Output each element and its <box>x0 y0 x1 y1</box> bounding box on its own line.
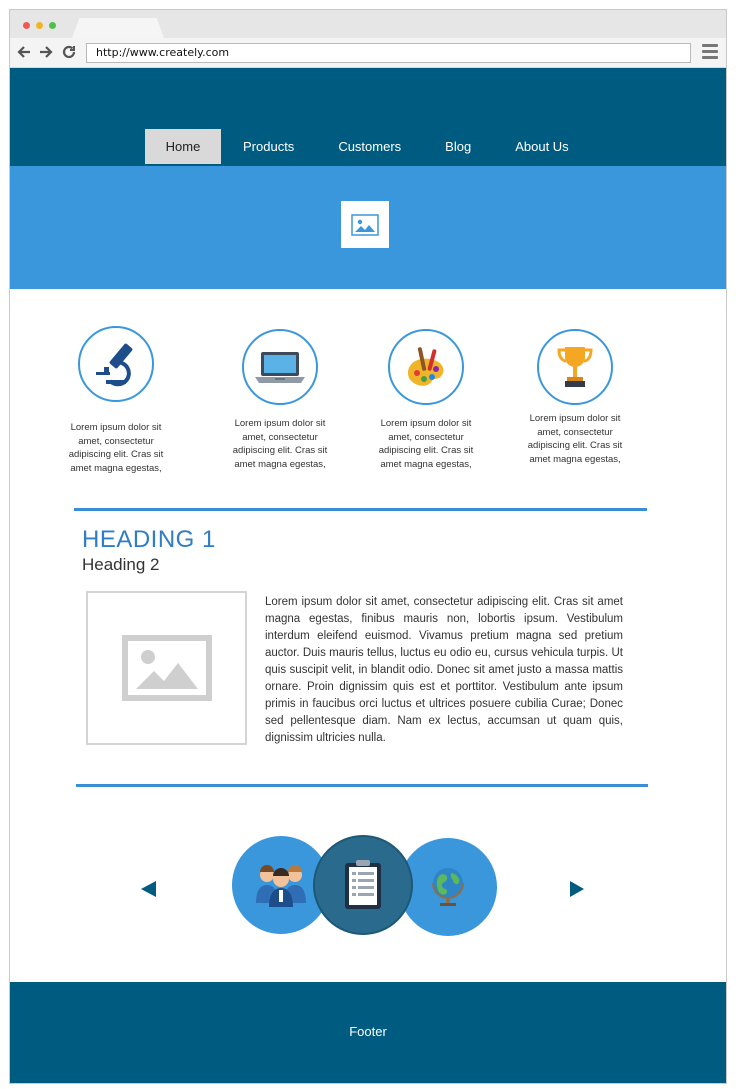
feature-text: Lorem ipsum dolor sit amet, consectetur adipiscing elit. Cras sit amet magna egestas, <box>527 413 623 465</box>
footer-label: Footer <box>349 1024 387 1039</box>
globe-icon <box>428 865 468 909</box>
content-image-placeholder <box>86 591 247 745</box>
main-nav <box>145 129 591 164</box>
tab-bar <box>10 10 726 38</box>
reload-icon[interactable] <box>61 44 77 64</box>
nav-item-customers[interactable]: Customers <box>338 139 402 154</box>
heading-2: Heading 2 <box>82 555 160 574</box>
forward-arrow-icon[interactable] <box>38 44 54 64</box>
image-icon <box>122 635 212 701</box>
feature-item-4 <box>520 329 630 466</box>
team-icon <box>253 863 309 907</box>
browser-tab[interactable] <box>72 18 164 38</box>
microscope-icon <box>78 326 154 402</box>
laptop-icon <box>242 329 318 405</box>
feature-text: Lorem ipsum dolor sit amet, consectetur adipiscing elit. Cras sit amet magna egestas, <box>68 422 164 474</box>
nav-item-about-us[interactable]: About Us <box>515 139 569 154</box>
clipboard-icon <box>342 859 384 911</box>
nav-item-home[interactable]: Home <box>145 129 221 164</box>
section-divider-top <box>74 508 647 511</box>
carousel-item-clipboard-active[interactable] <box>313 835 413 935</box>
minimize-window-icon[interactable] <box>36 22 43 29</box>
carousel-next-icon[interactable] <box>570 881 584 897</box>
banner-image-placeholder <box>341 201 389 248</box>
heading-1: HEADING 1 <box>82 526 216 553</box>
site-footer <box>10 982 726 1084</box>
nav-item-blog[interactable]: Blog <box>445 139 472 154</box>
nav-item-products[interactable]: Products <box>243 139 295 154</box>
maximize-window-icon[interactable] <box>49 22 56 29</box>
address-bar[interactable]: http://www.creately.com <box>86 43 691 63</box>
content-paragraph: Lorem ipsum dolor sit amet, consectetur adipiscing elit. Cras sit amet magna egestas, finibus mauris non, lobortis ipsum. Vestibulum interdum eleifend euismod. Vivamus pretium magna sed pretium auctor. Duis mauris tellus, luctus eu odio eu, cursus vehicula turpis. Ut quis suscipit velit, in blandit odio. Donec sit amet justo a massa mattis ornare. Proin dignissim quis est et porttitor. Vestibulum ante ipsum primis in faucibus orci luctus et ultrices posuere cubilia Curae; Donec sed pellentesque diam. Nam ex lectus, accumsan ut quam quis, dignissim ultricies nulla. <box>265 596 623 744</box>
browser-window <box>9 9 727 1084</box>
carousel-item-globe[interactable] <box>399 838 497 936</box>
feature-text: Lorem ipsum dolor sit amet, consectetur adipiscing elit. Cras sit amet magna egestas, <box>232 418 328 470</box>
feature-item-1 <box>61 326 171 475</box>
feature-text: Lorem ipsum dolor sit amet, consectetur adipiscing elit. Cras sit amet magna egestas, <box>378 418 474 470</box>
back-arrow-icon[interactable] <box>16 44 32 64</box>
section-divider-bottom <box>76 784 648 787</box>
hamburger-menu-icon[interactable] <box>702 44 718 60</box>
browser-toolbar <box>10 38 726 68</box>
hero-banner <box>10 166 726 289</box>
carousel-prev-icon[interactable] <box>141 881 156 897</box>
site-header <box>10 68 726 166</box>
palette-icon <box>388 329 464 405</box>
trophy-icon <box>537 329 613 405</box>
close-window-icon[interactable] <box>23 22 30 29</box>
feature-item-2 <box>225 329 335 471</box>
feature-item-3 <box>371 329 481 471</box>
image-icon <box>351 214 379 236</box>
